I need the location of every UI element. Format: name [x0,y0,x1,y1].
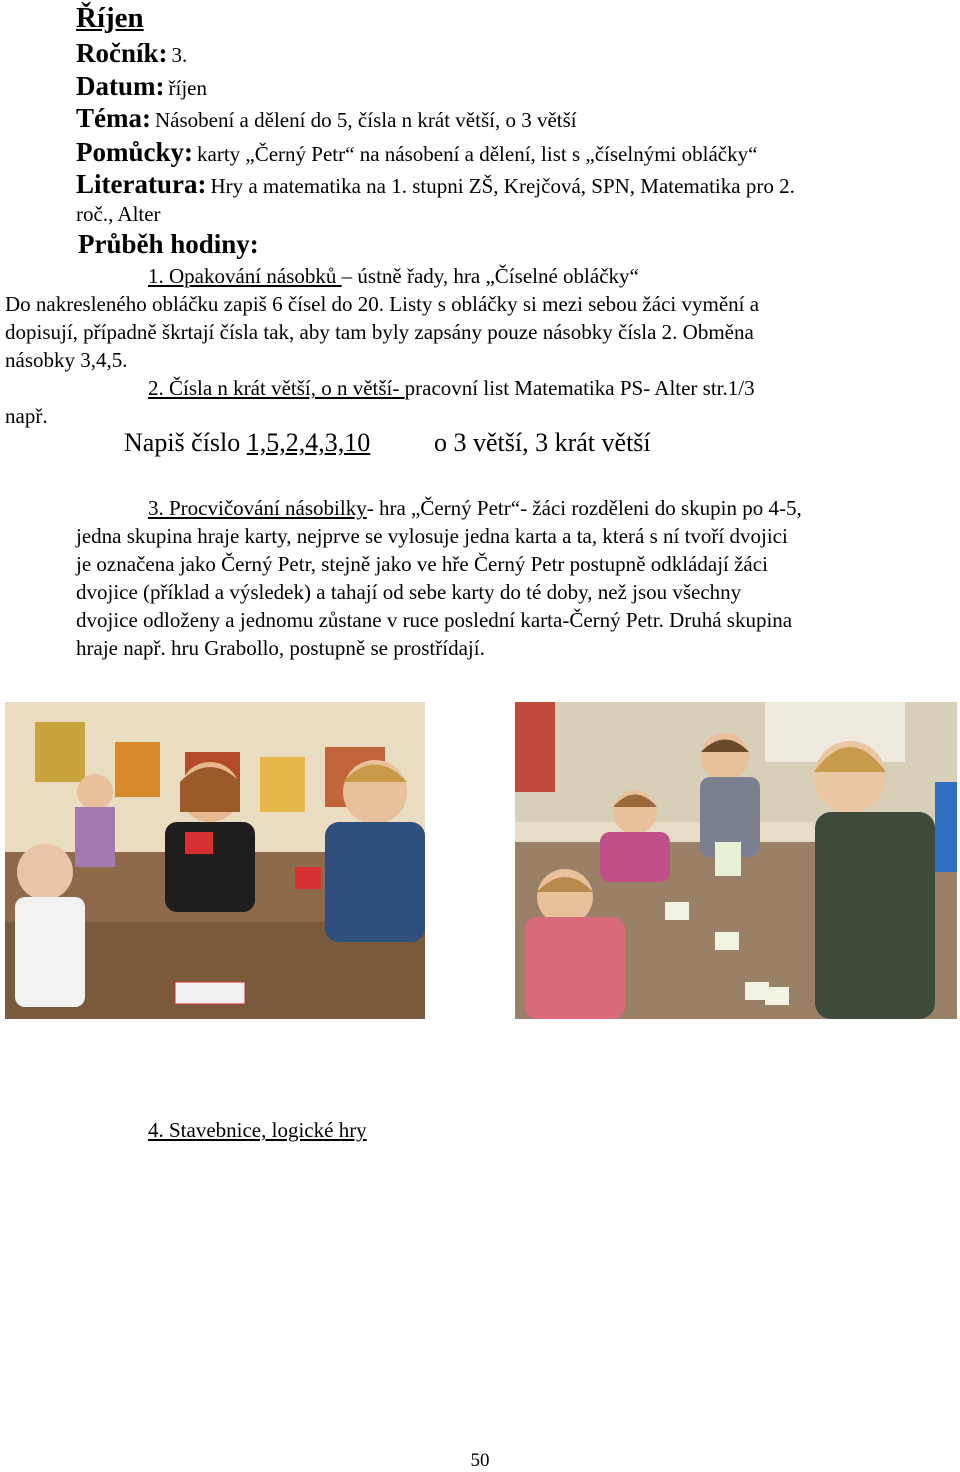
datum-value: říjen [168,76,207,100]
section-4-heading: 4. Stavebnice, logické hry [148,1118,367,1142]
section-2-heading [148,374,755,402]
pomucky-label: Pomůcky: [76,137,193,167]
section-3-heading-rest: - hra „Černý Petr“- žáci rozděleni do skupin po 4-5, [366,496,802,520]
section-2-napr: např. [5,404,48,428]
tema-row [76,103,577,134]
section-2-heading-underlined: 2. Čísla n krát větší, o n větší- [148,376,405,400]
section-3-line-4: dvojice odloženy a jednomu zůstane v ruce poslední karta-Černý Petr. Druhá skupina [76,608,793,632]
section-3-heading-underlined: 3. Procvičování násobilky [148,496,367,520]
section-1-heading-rest: – ústně řady, hra „Číselné obláčky“ [341,264,639,288]
section-2-task-prefix: Napiš číslo [124,428,247,457]
photo-left [5,702,425,1019]
literatura-value-1: Hry a matematika na 1. stupni ZŠ, Krejčová, SPN, Matematika pro 2. [210,174,795,198]
month-title: Říjen [76,2,144,34]
photo-right [515,702,957,1019]
page-number: 50 [470,1450,490,1471]
pomucky-value: karty „Černý Petr“ na násobení a dělení, list s „číselnými obláčky“ [197,142,758,166]
section-3-line-5: hraje např. hru Grabollo, postupně se prostřídají. [76,636,485,660]
rocnik-row [76,38,187,69]
literatura-value-2: roč., Alter [76,202,161,226]
photo-right-illustration [515,702,957,1019]
prubeh-hodiny-heading: Průběh hodiny: [78,229,259,259]
datum-row [76,71,207,102]
section-3-line-3: dvojice (příklad a výsledek) a tahají od sebe karty do té doby, než jsou všechny [76,580,742,604]
rocnik-label: Ročník: [76,38,168,68]
section-1-line-2: dopisují, případně škrtají čísla tak, aby tam byly zapsány pouze násobky čísla 2. Obměna [5,320,754,344]
rocnik-value: 3. [171,43,188,67]
section-1-heading-underlined: 1. Opakování násobků [148,264,342,288]
tema-value: Násobení a dělení do 5, čísla n krát větší, o 3 větší [154,108,577,132]
datum-label: Datum: [76,71,165,101]
section-2-task [124,428,370,458]
section-1-heading [148,262,639,290]
section-2-heading-rest: pracovní list Matematika PS- Alter str.1/3 [404,376,755,400]
section-1-line-1: Do nakresleného obláčku zapiš 6 čísel do 20. Listy s obláčky si mezi sebou žáci vymění a [5,292,760,316]
section-3-heading [148,494,802,522]
section-3-line-1: jedna skupina hraje karty, nejprve se vylosuje jedna karta a ta, která s ní tvoří dvojici [76,524,788,548]
section-2-task-suffix: o 3 větší, 3 krát větší [434,428,651,457]
section-3-line-2: je označena jako Černý Petr, stejně jako ve hře Černý Petr postupně odkládají žáci [76,552,768,576]
literatura-row [76,169,795,200]
photo-left-illustration [5,702,425,1019]
section-2-task-numbers: 1,5,2,4,3,10 [246,428,371,457]
pomucky-row [76,137,757,168]
literatura-label: Literatura: [76,169,207,199]
tema-label: Téma: [76,103,151,133]
section-1-line-3: násobky 3,4,5. [5,348,128,372]
